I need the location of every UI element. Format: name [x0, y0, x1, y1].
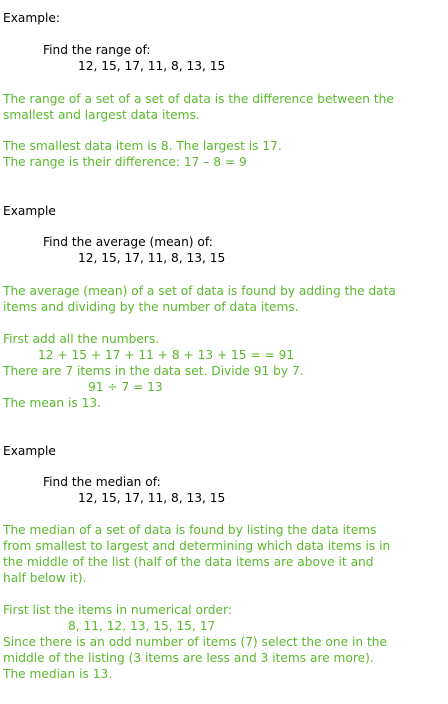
- work-line: The range is their difference: 17 – 8 = 9: [3, 155, 247, 169]
- work-line: The smallest data item is 8. The largest is 17.: [3, 139, 282, 153]
- example-heading: Example: [3, 204, 56, 218]
- explanation-line: half below it).: [3, 571, 87, 585]
- example-heading: Example: [3, 444, 56, 458]
- work-line: 91 ÷ 7 = 13: [88, 380, 163, 394]
- work-line: 8, 11, 12, 13, 15, 15, 17: [68, 619, 216, 633]
- work-line: The median is 13.: [3, 667, 113, 681]
- data-set: 12, 15, 17, 11, 8, 13, 15: [78, 59, 226, 73]
- work-line: There are 7 items in the data set. Divide 91 by 7.: [3, 364, 304, 378]
- work-line: Since there is an odd number of items (7) select the one in the: [3, 635, 387, 649]
- example-prompt: Find the average (mean) of:: [43, 235, 213, 249]
- work-line: middle of the listing (3 items are less and 3 items are more).: [3, 651, 374, 665]
- work-line: The mean is 13.: [3, 396, 101, 410]
- work-line: First list the items in numerical order:: [3, 603, 232, 617]
- example-prompt: Find the median of:: [43, 475, 161, 489]
- explanation-line: The median of a set of data is found by listing the data items: [3, 523, 377, 537]
- explanation-line: items and dividing by the number of data items.: [3, 300, 299, 314]
- explanation-line: from smallest to largest and determining which data items is in: [3, 539, 391, 553]
- explanation-line: the middle of the list (half of the data items are above it and: [3, 555, 374, 569]
- data-set: 12, 15, 17, 11, 8, 13, 15: [78, 491, 226, 505]
- explanation-line: The range of a set of a set of data is the difference between the: [3, 92, 394, 106]
- explanation-line: smallest and largest data items.: [3, 108, 200, 122]
- example-heading: Example:: [3, 11, 60, 25]
- data-set: 12, 15, 17, 11, 8, 13, 15: [78, 251, 226, 265]
- work-line: First add all the numbers.: [3, 332, 160, 346]
- example-prompt: Find the range of:: [43, 43, 151, 57]
- explanation-line: The average (mean) of a set of data is found by adding the data: [3, 284, 396, 298]
- work-line: 12 + 15 + 17 + 11 + 8 + 13 + 15 = = 91: [38, 348, 295, 362]
